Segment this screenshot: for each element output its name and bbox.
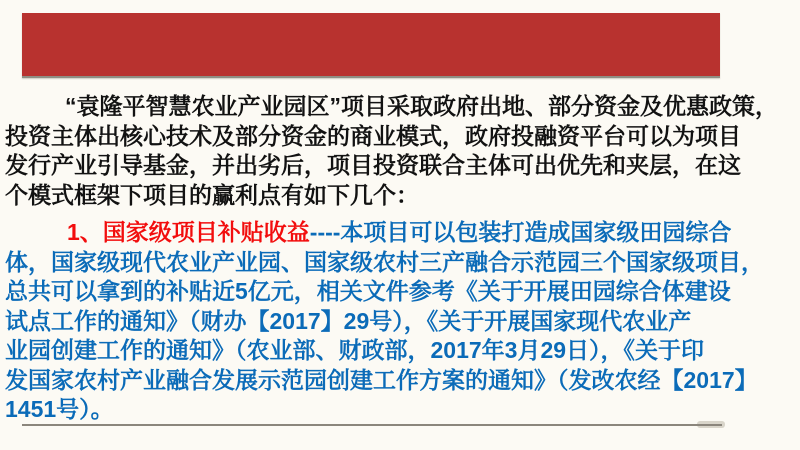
subsidy-line-5: 业园创建工作的通知》（农业部、财政部，2017年3月29日），《关于印 [5,337,705,363]
subsidy-line-1-rest: ----本项目可以包装打造成国家级田园综合 [309,219,732,245]
intro-line-4: 个模式框架下项目的赢利点有如下几个： [5,181,419,208]
subsidy-line-1 [5,218,797,248]
subsidy-line-6: 发国家农村产业融合发展示范园创建工作方案的通知》（发改农经【2017】 [5,366,758,393]
subsidy-line-2: 体，国家级现代农业产业园、国家级农村三产融合示范园三个国家级项目， [5,248,764,275]
subsidy-line-3: 总共可以拿到的补贴近5亿元，相关文件参考《关于开展田园综合体建设 [5,278,731,304]
subsidy-line-4: 试点工作的通知》（财办【2017】29号），《关于开展国家现代农业产 [5,307,692,334]
subsidy-line-7: 1451号）。 [5,396,114,422]
subsidy-heading: 1、国家级项目补贴收益 [67,219,310,245]
intro-line-2: 投资主体出核心技术及部分资金的商业模式，政府投融资平台可以为项目 [5,122,741,149]
intro-paragraph [5,92,797,210]
title-banner [22,13,720,78]
intro-line-3: 发行产业引导基金，并出劣后，项目投资联合主体可出优先和夹层，在这 [5,152,741,178]
bottom-divider-line [22,424,722,426]
intro-line-1: “袁隆平智慧农业产业园区”项目采取政府出地、部分资金及优惠政策， [65,93,778,119]
subsidy-paragraph [5,218,797,425]
